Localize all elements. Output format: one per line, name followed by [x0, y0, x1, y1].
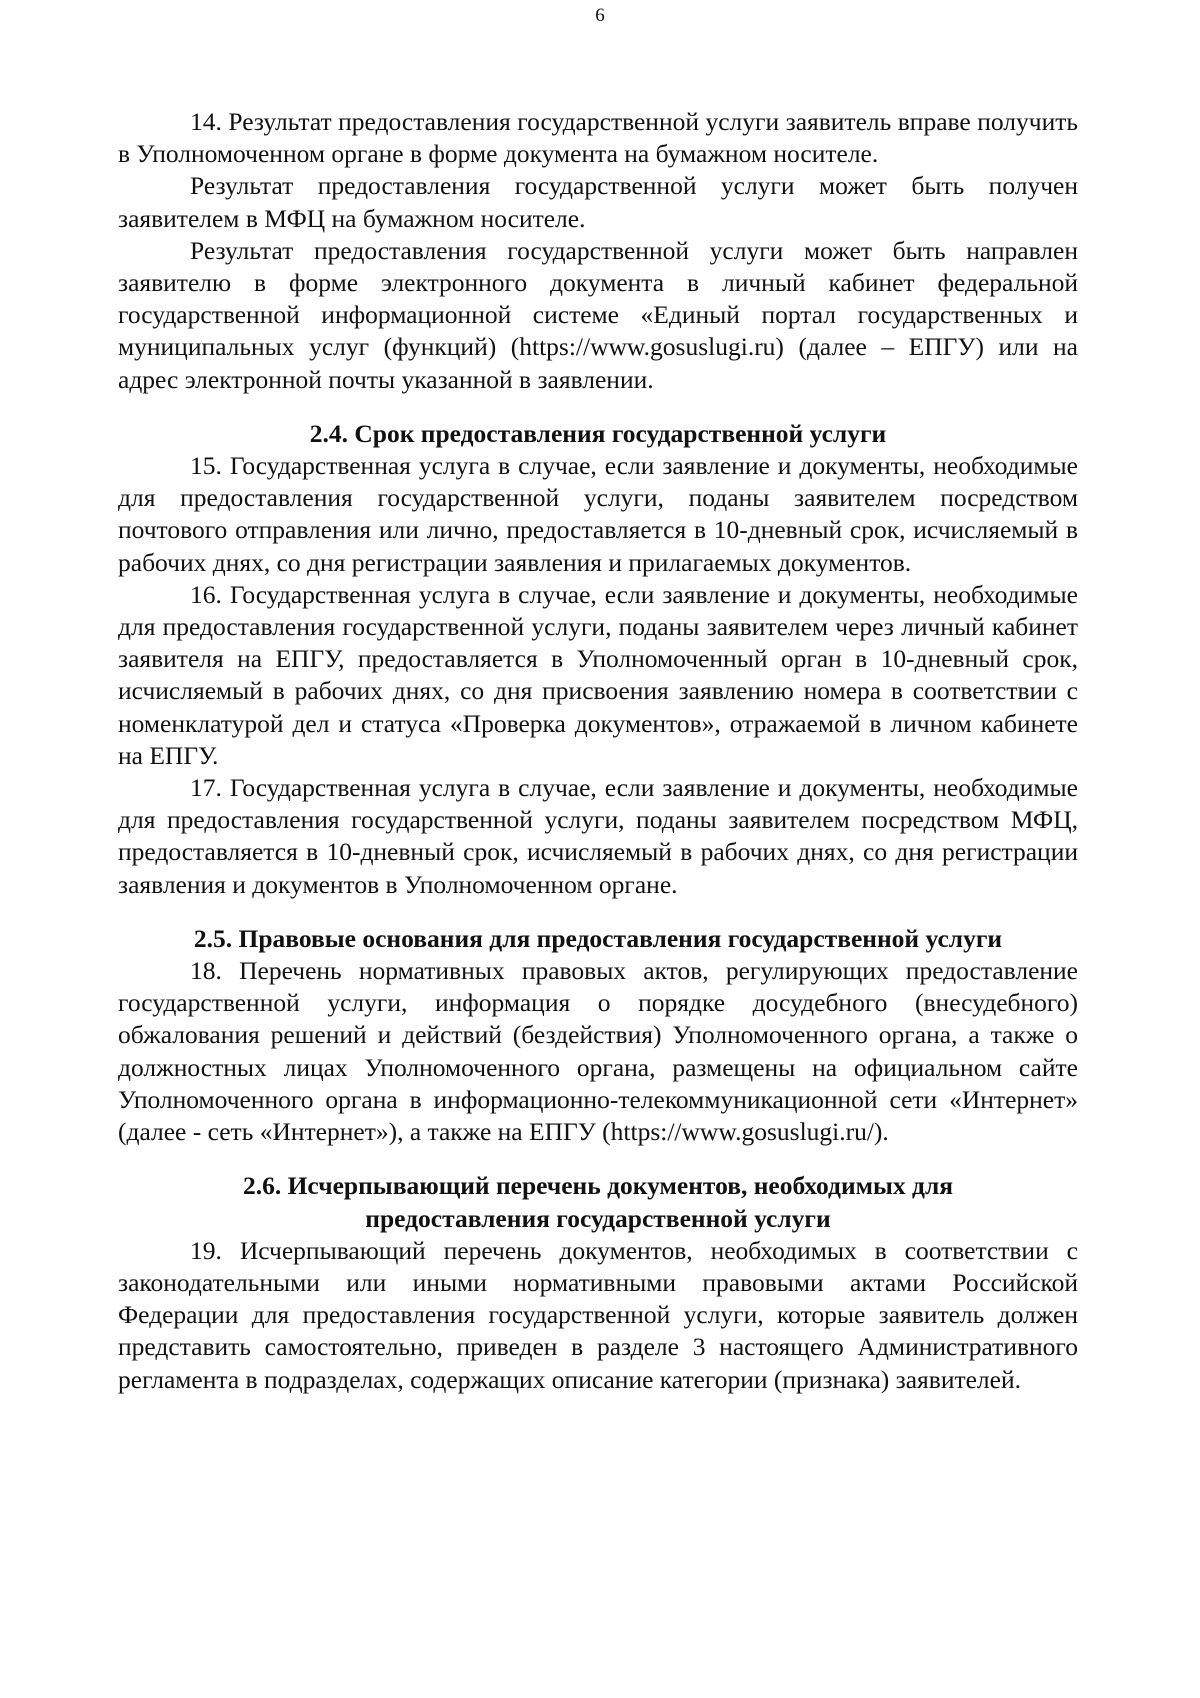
paragraph-16: 16. Государственная услуга в случае, если заявление и документы, необходимые для предоставления государственной услуги, поданы заявителем через личный кабинет заявителя на ЕПГУ, предоставляется в Уполномоченный орган в 10-дневный срок, исчисляемый в рабочих днях, со дня присвоения заявлению номера в соответствии с номенклатурой дел и статуса «Проверка документов», отражаемой в личном кабинете на ЕПГУ. [118, 579, 1078, 770]
paragraph-18: 18. Перечень нормативных правовых актов, регулирующих предоставление государственной услуги, информация о порядке досудебного (внесудебного) обжалования решений и действий (бездействия) Уполномоченного органа, а также о должностных лицах Уполномоченного органа, размещены на официальном сайте Уполномоченного органа в информационно-телекоммуникационной сети «Интернет» (далее - сеть «Интернет»), а также на ЕПГУ (https://www.gosuslugi.ru/). [118, 956, 1078, 1147]
paragraph-14-mfc: Результат предоставления государственной услуги может быть получен заявителем в МФЦ на бумажном носителе. [118, 171, 1078, 233]
heading-section-2-5: 2.5. Правовые основания для предоставления государственной услуги [193, 923, 1003, 953]
paragraph-17: 17. Государственная услуга в случае, если заявление и документы, необходимые для предоставления государственной услуги, поданы заявителем посредством МФЦ, предоставляется в 10-дневный срок, исчисляемый в рабочих днях, со дня регистрации заявления и документов в Уполномоченном органе. [118, 773, 1078, 899]
paragraph-15: 15. Государственная услуга в случае, если заявление и документы, необходимые для предоставления государственной услуги, поданы заявителем посредством почтового отправления или лично, предоставляется в 10-дневный срок, исчисляемый в рабочих днях, со дня регистрации заявления и прилагаемых документов. [118, 451, 1078, 577]
heading-section-2-6: 2.6. Исчерпывающий перечень документов, необходимых для предоставления государственной услуги [242, 1171, 954, 1233]
paragraph-14-epgu: Результат предоставления государственной услуги может быть направлен заявителю в форме электронного документа в личный кабинет федеральной государственной информационной системе «Единый портал государственных и муниципальных услуг (функций) (https://www.gosuslugi.ru) (далее – ЕПГУ) или на адрес электронной почты указанной в заявлении. [118, 235, 1078, 394]
heading-section-2-4: 2.4. Срок предоставления государственной услуги [309, 418, 887, 448]
paragraph-19: 19. Исчерпывающий перечень документов, необходимых в соответствии с законодательными или иными нормативными правовыми актами Российской Федерации для предоставления государственной услуги, которые заявитель должен представить самостоятельно, приведен в разделе 3 настоящего Административного регламента в подразделах, содержащих описание категории (признака) заявителей. [118, 1235, 1078, 1394]
paragraph-14: 14. Результат предоставления государственной услуги заявитель вправе получить в Уполномоченном органе в форме документа на бумажном носителе. [118, 107, 1078, 169]
page-number: 6 [595, 5, 605, 26]
document-body [118, 106, 1078, 1396]
